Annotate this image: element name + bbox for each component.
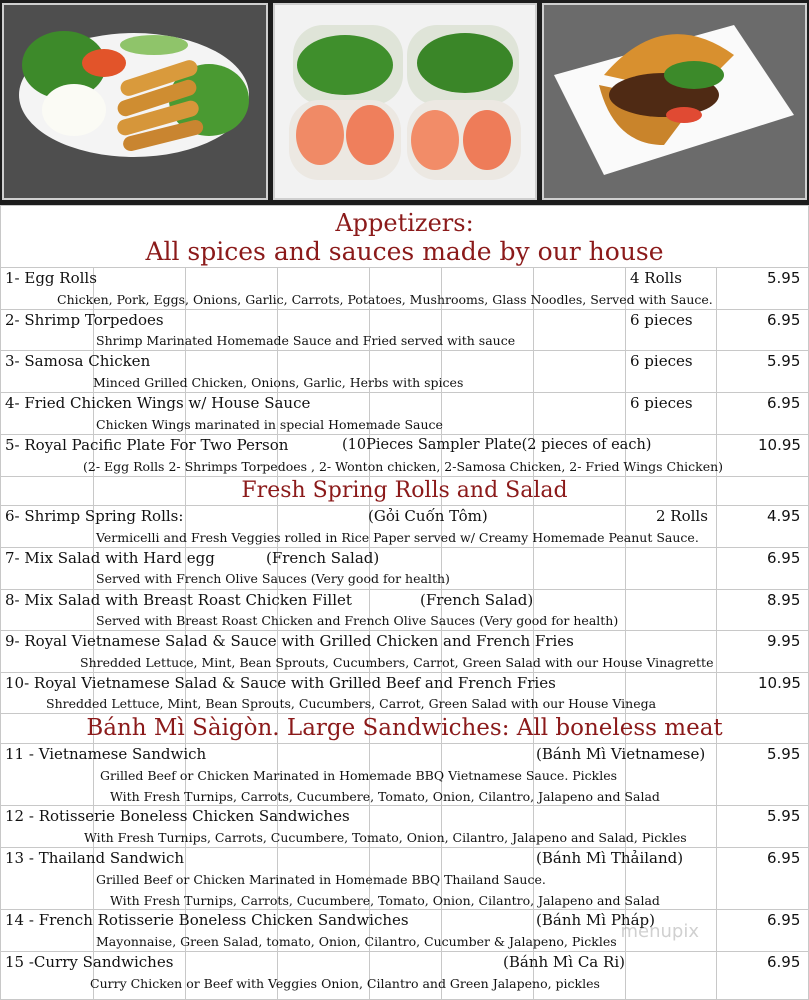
item-name: 6- Shrimp Spring Rolls:	[5, 507, 184, 525]
item-desc: (2- Egg Rolls 2- Shrimps Torpedoes , 2- Wonton chicken, 2-Samosa Chicken, 2- Fried Wings Chicken)	[83, 459, 724, 474]
spring-rolls-photo	[273, 3, 537, 200]
item-qty: 4 Rolls	[630, 269, 682, 287]
item-name: 7- Mix Salad with Hard egg	[5, 549, 215, 567]
item-desc: Chicken Wings marinated in special Homemade Sauce	[96, 417, 443, 432]
item-name: 1- Egg Rolls	[5, 269, 97, 287]
item-desc: Shrimp Marinated Homemade Sauce and Fried served with sauce	[96, 333, 516, 348]
spring-rolls-title: Fresh Spring Rolls and Salad	[241, 478, 568, 503]
item-name: 2- Shrimp Torpedoes	[5, 311, 164, 329]
item-price: 5.95	[767, 269, 801, 287]
item-desc: Served with French Olive Sauces (Very good for health)	[96, 571, 450, 586]
item-desc: Grilled Beef or Chicken Marinated in Homemade BBQ Thailand Sauce.	[96, 872, 546, 887]
item-name: 11 - Vietnamese Sandwich	[5, 745, 207, 763]
item-price: 8.95	[767, 591, 801, 609]
item-desc: Chicken, Pork, Eggs, Onions, Garlic, Carrots, Potatoes, Mushrooms, Glass Noodles, Served with Sauce.	[57, 292, 713, 307]
item-desc: With Fresh Turnips, Carrots, Cucumbere, Tomato, Onion, Cilantro, Jalapeno and Salad, Pickles	[84, 830, 687, 845]
item-price: 6.95	[767, 911, 801, 929]
banh-mi-title: Bánh Mì Sàigòn. Large Sandwiches: All boneless meat	[86, 715, 723, 741]
appetizers-title: Appetizers:	[335, 209, 474, 237]
item-price: 6.95	[767, 394, 801, 412]
item-desc: Shredded Lettuce, Mint, Bean Sprouts, Cucumbers, Carrot, Green Salad with our House Vinega	[46, 696, 657, 711]
item-alt-name: (French Salad)	[266, 549, 380, 567]
item-desc-line2: With Fresh Turnips, Carrots, Cucumbere, Tomato, Onion, Cilantro, Jalapeno and Salad	[110, 789, 660, 804]
item-name: 8- Mix Salad with Breast Roast Chicken Fillet	[5, 591, 352, 609]
item-alt-name: (Bánh Mì Vietnamese)	[536, 745, 706, 763]
item-price: 10.95	[758, 674, 801, 692]
item-desc: Mayonnaise, Green Salad, tomato, Onion, Cilantro, Cucumber & Jalapeno, Pickles	[96, 934, 617, 949]
item-desc-line2: With Fresh Turnips, Carrots, Cucumbere, Tomato, Onion, Cilantro, Jalapeno and Salad	[110, 893, 660, 908]
banh-mi-photo	[542, 3, 807, 200]
item-name: 14 - French Rotisserie Boneless Chicken Sandwiches	[5, 911, 409, 929]
item-name: 13 - Thailand Sandwich	[5, 849, 185, 867]
item-name: 5- Royal Pacific Plate For Two Person	[5, 436, 289, 454]
item-desc: Grilled Beef or Chicken Marinated in Homemade BBQ Vietnamese Sauce. Pickles	[100, 768, 618, 783]
item-name: 10- Royal Vietnamese Salad & Sauce with Grilled Beef and French Fries	[5, 674, 556, 692]
watermark-text: menupix	[620, 921, 699, 942]
item-qty: 2 Rolls	[656, 507, 708, 525]
item-name: 12 - Rotisserie Boneless Chicken Sandwiches	[5, 807, 350, 825]
item-desc: Curry Chicken or Beef with Veggies Onion, Cilantro and Green Jalapeno, pickles	[90, 976, 600, 991]
menu-board	[0, 205, 809, 1000]
item-alt-name: (Bánh Mì Pháp)	[536, 911, 655, 929]
item-alt-name: (Bánh Mì Thảiland)	[536, 849, 684, 867]
item-price: 5.95	[767, 352, 801, 370]
photo-strip	[0, 0, 809, 205]
item-price: 6.95	[767, 549, 801, 567]
item-price: 6.95	[767, 311, 801, 329]
item-alt-name: (Gỏi Cuốn Tôm)	[368, 507, 488, 525]
item-qty: 6 pieces	[630, 311, 693, 329]
item-alt-name: (French Salad)	[420, 591, 534, 609]
item-name: 3- Samosa Chicken	[5, 352, 151, 370]
egg-rolls-photo	[2, 3, 268, 200]
item-alt-name: (Bánh Mì Ca Ri)	[503, 953, 625, 971]
item-price: 4.95	[767, 507, 801, 525]
item-qty: 6 pieces	[630, 394, 693, 412]
item-desc: Shredded Lettuce, Mint, Bean Sprouts, Cucumbers, Carrot, Green Salad with our House Vinagrette	[80, 655, 714, 670]
item-price: 10.95	[758, 436, 801, 454]
item-price: 6.95	[767, 849, 801, 867]
item-desc: Served with Breast Roast Chicken and French Olive Sauces (Very good for health)	[96, 613, 619, 628]
item-price: 6.95	[767, 953, 801, 971]
appetizers-subtitle: All spices and sauces made by our house	[145, 237, 664, 266]
item-name: 4- Fried Chicken Wings w/ House Sauce	[5, 394, 311, 412]
item-qty: 6 pieces	[630, 352, 693, 370]
item-price: 9.95	[767, 632, 801, 650]
item-name: 15 -Curry Sandwiches	[5, 953, 174, 971]
item-qty: (10Pieces Sampler Plate(2 pieces of each)	[342, 437, 652, 453]
item-desc: Minced Grilled Chicken, Onions, Garlic, Herbs with spices	[93, 375, 464, 390]
item-price: 5.95	[767, 745, 801, 763]
item-desc: Vermicelli and Fresh Veggies rolled in Rice Paper served w/ Creamy Homemade Peanut Sauce.	[96, 530, 699, 545]
item-price: 5.95	[767, 807, 801, 825]
item-name: 9- Royal Vietnamese Salad & Sauce with Grilled Chicken and French Fries	[5, 632, 574, 650]
